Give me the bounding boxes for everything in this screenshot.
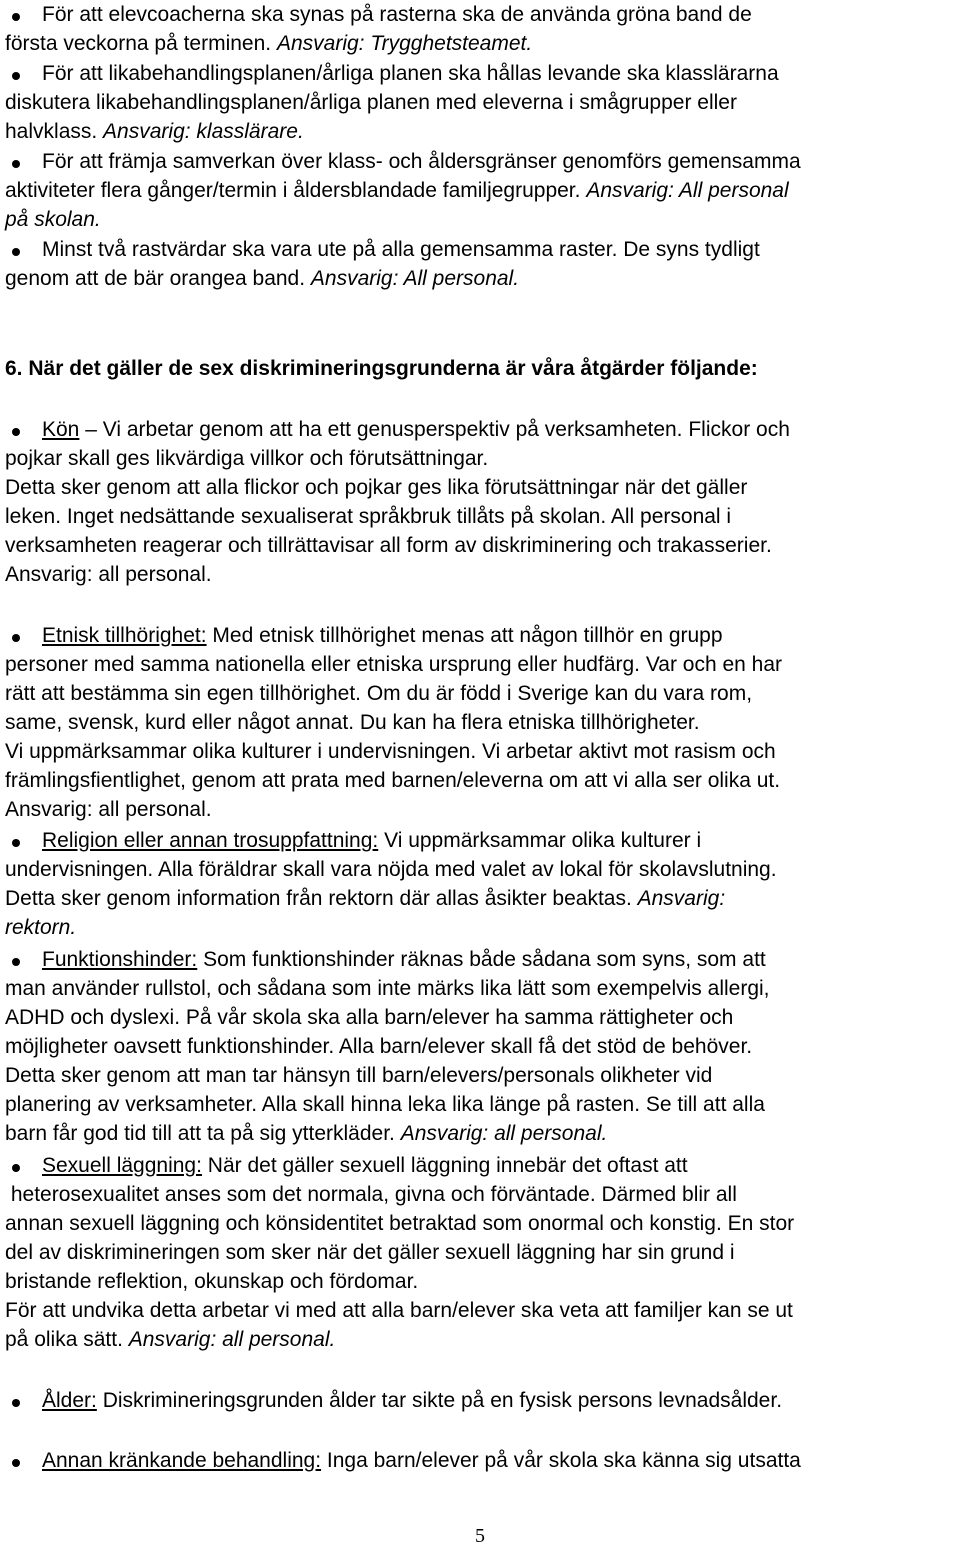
term-religion: Religion eller annan trosuppfattning: (42, 829, 379, 852)
text-line: halvklass. Ansvarig: klasslärare. (5, 120, 304, 143)
text-line: Annan kränkande behandling: Inga barn/elever på vår skola ska känna sig utsatta (42, 1449, 801, 1472)
text-line: verksamheten reagerar och tillrättavisar all form av diskriminering och trakasserier. (5, 534, 772, 557)
section-heading: 6. När det gäller de sex diskrimineringsgrunderna är våra åtgärder följande: (5, 357, 758, 380)
text-line: Ålder: Diskrimineringsgrunden ålder tar sikte på en fysisk persons levnadsålder. (42, 1389, 783, 1412)
text-line: Funktionshinder: Som funktionshinder räknas både sådana som syns, som att (42, 948, 766, 971)
text-line: Sexuell läggning: När det gäller sexuell läggning innebär det oftast att (42, 1154, 688, 1177)
text-line: För att undvika detta arbetar vi med att alla barn/elever ska veta att familjer kan se ut (5, 1299, 793, 1322)
responsible-note: Ansvarig: All personal (586, 179, 789, 202)
bullet-dot (12, 72, 20, 80)
responsible-note: Ansvarig: klasslärare. (103, 120, 304, 143)
text-line: leken. Inget nedsättande sexualiserat språkbruk tillåts på skolan. All personal i (5, 505, 732, 528)
text-line: Etnisk tillhörighet: Med etnisk tillhörighet menas att någon tillhör en grupp (42, 624, 723, 647)
bullet-dot (12, 13, 20, 21)
responsible-note: Ansvarig: all personal. (400, 1122, 608, 1145)
bullet-dot (12, 634, 20, 642)
text-line: annan sexuell läggning och könsidentitet betraktad som onormal och konstig. En stor (5, 1212, 795, 1235)
text-line: Detta sker genom att man tar hänsyn till barn/elevers/personals olikheter vid (5, 1064, 713, 1087)
bullet-dot (12, 839, 20, 847)
responsible-note: rektorn. (5, 916, 77, 939)
text-line: ADHD och dyslexi. På vår skola ska alla barn/elever ha samma rättigheter och (5, 1006, 734, 1029)
bullet-dot (12, 248, 20, 256)
text-line: möjligheter oavsett funktionshinder. Alla barn/elever skall få det stöd de behöver. (5, 1035, 753, 1058)
term-krankande-behandling: Annan kränkande behandling: (42, 1449, 322, 1472)
text-line: rätt att bestämma sin egen tillhörighet. Om du är född i Sverige kan du vara rom, (5, 682, 753, 705)
text-line: Kön – Vi arbetar genom att ha ett genusperspektiv på verksamheten. Flickor och (42, 418, 790, 441)
responsible-note: Ansvarig: all personal. (5, 798, 212, 821)
term-funktionshinder: Funktionshinder: (42, 948, 198, 971)
text-line: främlingsfientlighet, genom att prata med barnen/eleverna om att vi alla ser olika ut. (5, 769, 781, 792)
text-line: För att främja samverkan över klass- och åldersgränser genomförs gemensamma (42, 150, 801, 173)
bullet-dot (12, 428, 20, 436)
text-line: same, svensk, kurd eller något annat. Du kan ha flera etniska tillhörigheter. (5, 711, 700, 734)
text-line (5, 913, 76, 942)
text-line (5, 560, 212, 589)
text-line: heterosexualitet anses som det normala, givna och förväntade. Därmed blir all (5, 1183, 737, 1206)
text-line: Vi uppmärksammar olika kulturer i undervisningen. Vi arbetar aktivt mot rasism och (5, 740, 776, 763)
text-line: pojkar skall ges likvärdiga villkor och förutsättningar. (5, 447, 489, 470)
text-line: diskutera likabehandlingsplanen/årliga planen med eleverna i smågrupper eller (5, 91, 737, 114)
text-line: undervisningen. Alla föräldrar skall vara nöjda med valet av lokal för skolavslutning. (5, 858, 777, 881)
text-line: barn får god tid till att ta på sig ytterkläder. Ansvarig: all personal. (5, 1122, 608, 1145)
text-line: man använder rullstol, och sådana som inte märks lika lätt som exempelvis allergi, (5, 977, 770, 1000)
bullet-dot (12, 1459, 20, 1467)
text-line: Detta sker genom information från rektorn där allas åsikter beaktas. Ansvarig: (5, 887, 726, 910)
text-line: För att likabehandlingsplanen/årliga planen ska hållas levande ska klasslärarna (42, 62, 779, 85)
text-line (5, 205, 101, 234)
text-line: aktiviteter flera gånger/termin i åldersblandade familjegrupper. Ansvarig: All personal (5, 179, 789, 202)
bullet-dot (12, 1399, 20, 1407)
text-line: genom att de bär orangea band. Ansvarig: All personal. (5, 267, 520, 290)
text-line: planering av verksamheter. Alla skall hinna leka lika länge på rasten. Se till att alla (5, 1093, 765, 1116)
responsible-note: Ansvarig: (637, 887, 726, 910)
responsible-note: på skolan. (5, 208, 101, 231)
text-line: del av diskrimineringen som sker när det gäller sexuell läggning har sin grund i (5, 1241, 735, 1264)
term-sexuell-laggning: Sexuell läggning: (42, 1154, 202, 1177)
text-line: Detta sker genom att alla flickor och pojkar ges lika förutsättningar när det gäller (5, 476, 748, 499)
term-etnisk: Etnisk tillhörighet: (42, 624, 207, 647)
bullet-dot (12, 958, 20, 966)
text-line: första veckorna på terminen. Ansvarig: Trygghetsteamet. (5, 32, 533, 55)
responsible-note: Ansvarig: all personal. (5, 563, 212, 586)
text-line: personer med samma nationella eller etniska ursprung eller hudfärg. Var och en har (5, 653, 783, 676)
bullet-dot (12, 160, 20, 168)
text-line: För att elevcoacherna ska synas på rasterna ska de använda gröna band de (42, 3, 752, 26)
bullet-dot (12, 1164, 20, 1172)
term-alder: Ålder: (42, 1389, 97, 1412)
term-kon: Kön (42, 418, 80, 441)
text-line (5, 795, 212, 824)
text-line: Religion eller annan trosuppfattning: Vi uppmärksammar olika kulturer i (42, 829, 702, 852)
text-line: bristande reflektion, okunskap och fördomar. (5, 1270, 419, 1293)
text-line: Minst två rastvärdar ska vara ute på alla gemensamma raster. De syns tydligt (42, 238, 760, 261)
responsible-note: Ansvarig: All personal. (310, 267, 520, 290)
page-number: 5 (475, 1525, 485, 1547)
text-line: på olika sätt. Ansvarig: all personal. (5, 1328, 336, 1351)
responsible-note: Ansvarig: all personal. (128, 1328, 336, 1351)
responsible-note: Ansvarig: Trygghetsteamet. (276, 32, 533, 55)
